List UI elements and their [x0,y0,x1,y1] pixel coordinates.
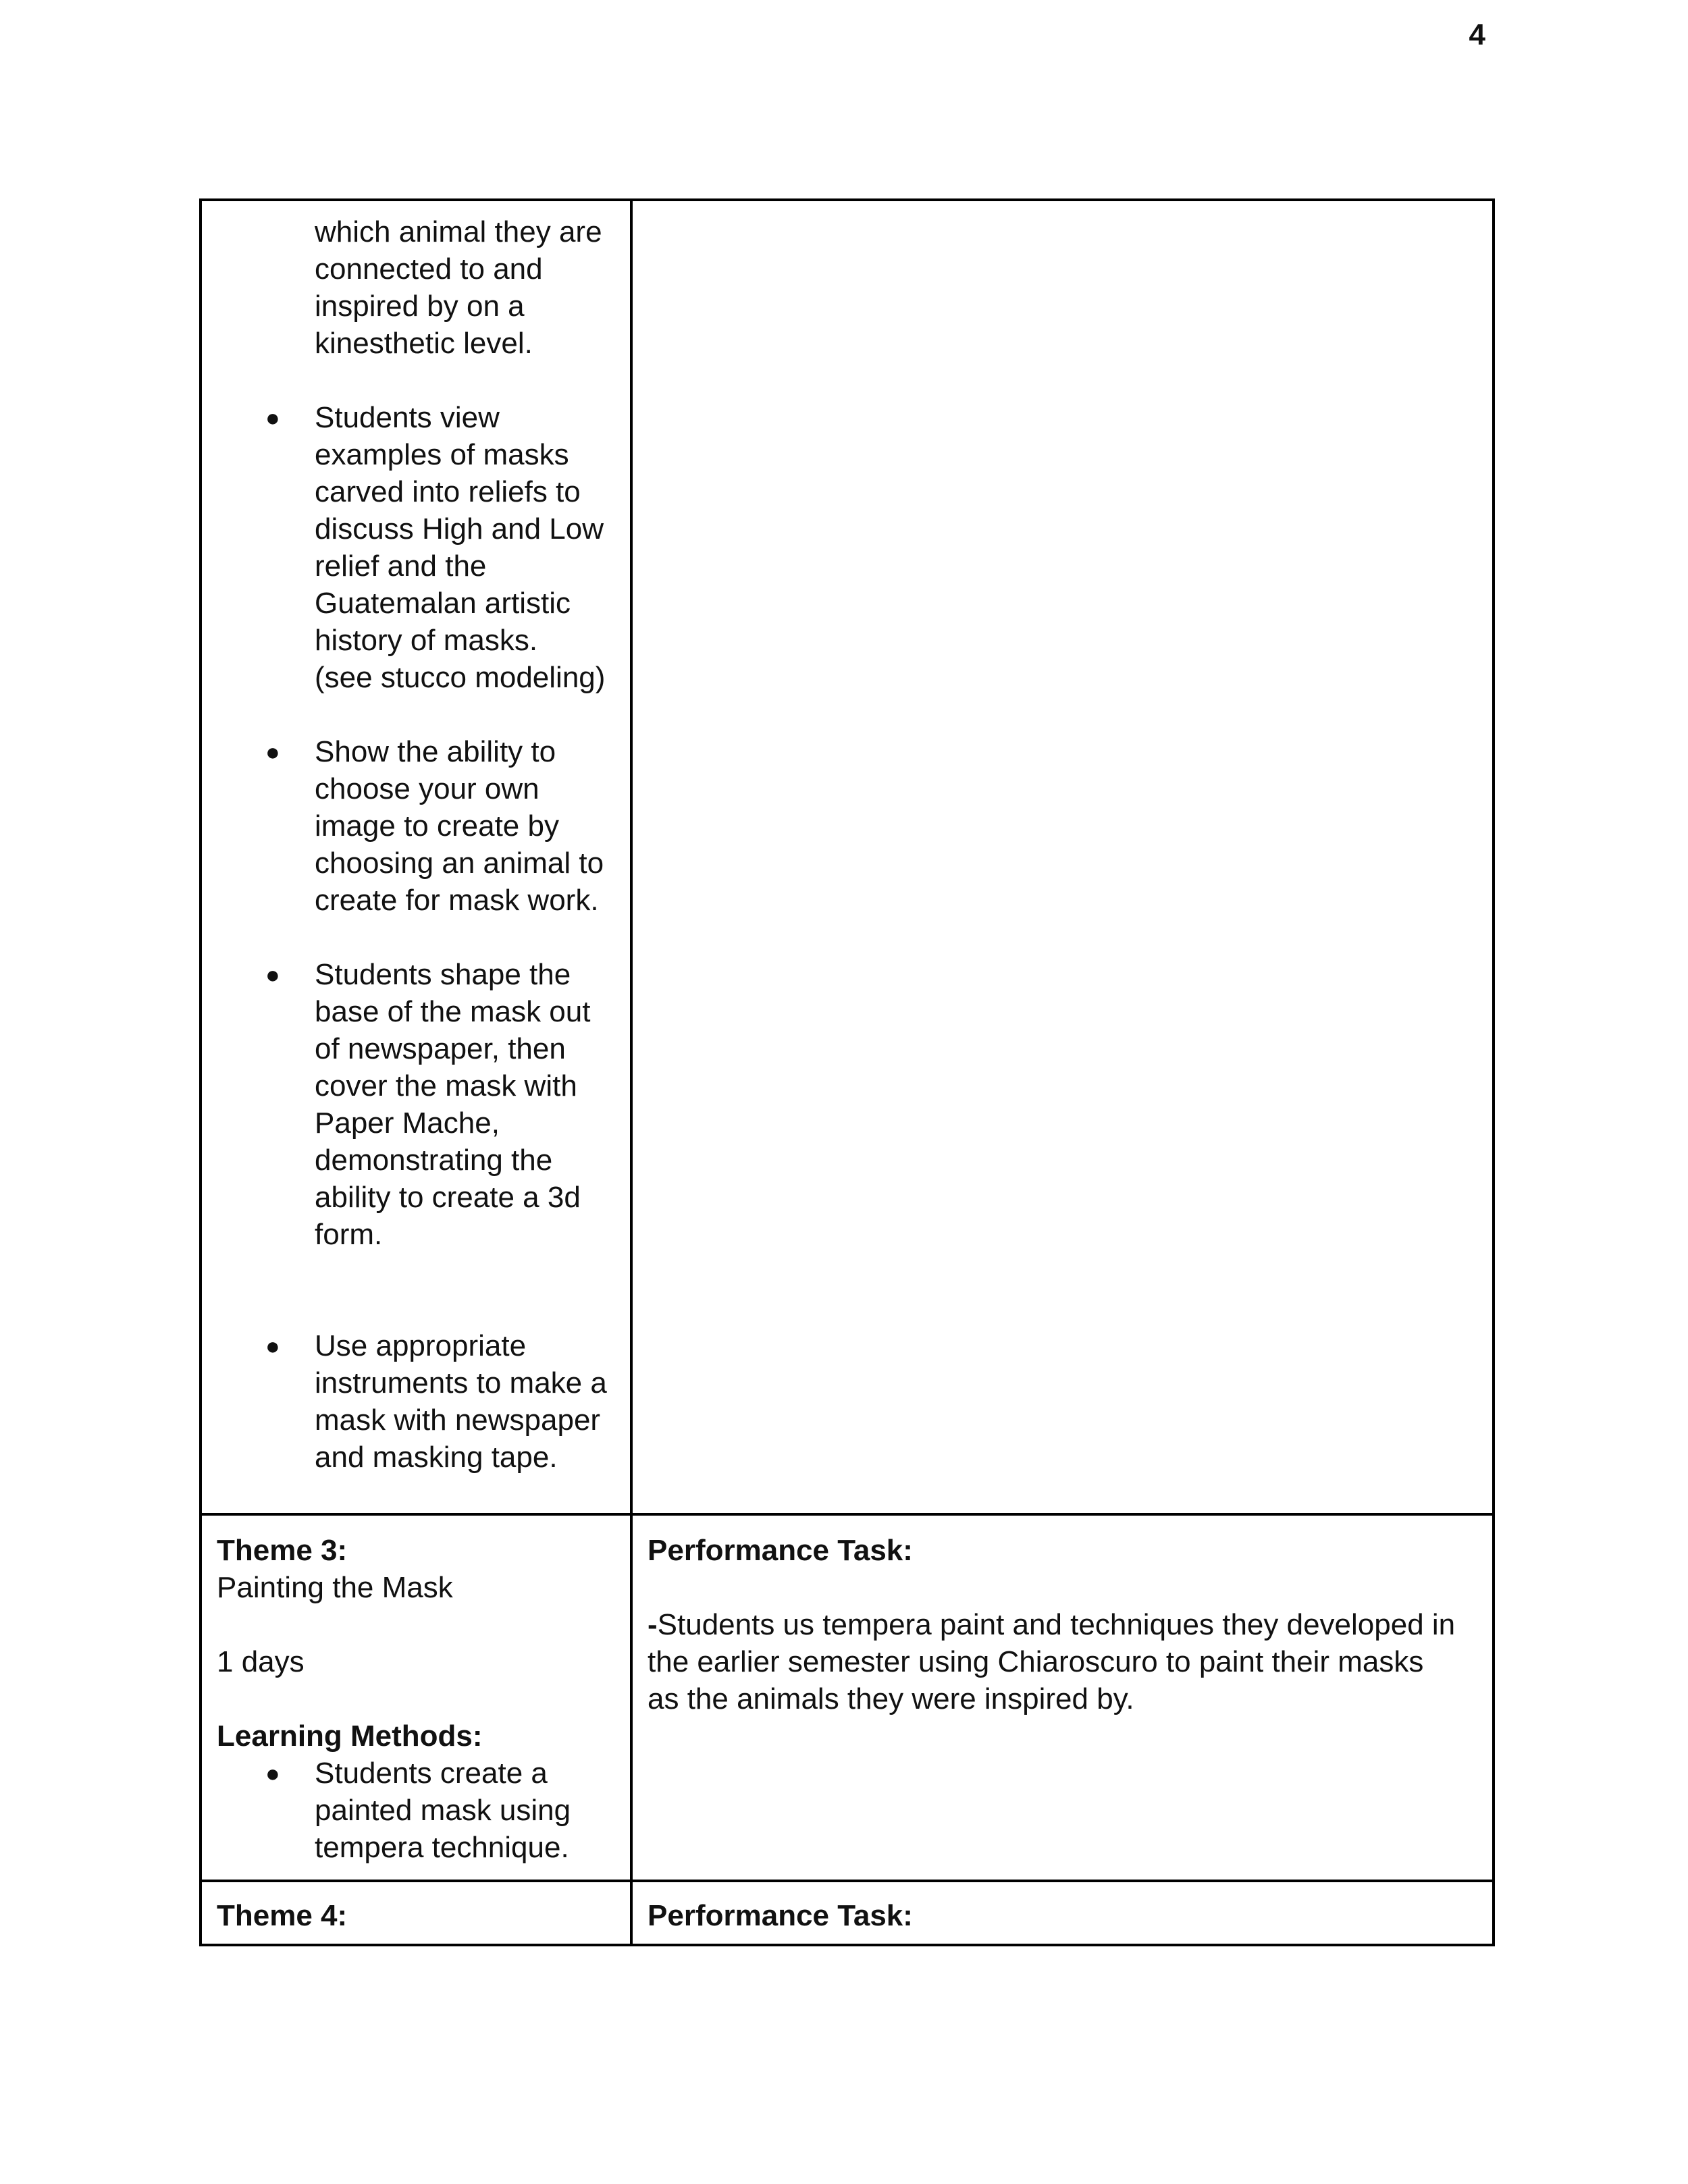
text-line: Paper Mache, [315,1107,500,1140]
text-line: ability to create a 3d [315,1181,581,1214]
bullet-icon: ● [265,1759,280,1787]
text-line: relief and the [315,550,487,583]
learning-methods-continued-cell [201,200,631,1514]
text-line: Students view [315,401,500,434]
list-item-painted-mask [217,1755,615,1866]
theme-duration: 1 days [217,1645,305,1678]
text-line: inspired by on a [315,290,525,323]
theme-title: Painting the Mask [217,1571,453,1604]
text-line: examples of masks [315,438,569,471]
text-line: carved into reliefs to [315,475,581,508]
text-line: of newspaper, then [315,1032,566,1065]
text-line: instruments to make a [315,1366,607,1400]
text-line: Students create a [315,1757,548,1790]
list-item-instruments [217,1327,615,1476]
text-line: cover the mask with [315,1069,577,1102]
list-item-view-masks [217,399,615,696]
task-text: Students us tempera paint and techniques they developed in [657,1608,1456,1641]
task-text-line [648,1606,1477,1643]
text-line: tempera technique. [315,1831,569,1864]
text-line: image to create by [315,809,559,843]
task-text-line: the earlier semester using Chiaroscuro to paint their masks [648,1645,1424,1678]
list-item-choose-image [217,733,615,919]
performance-task-4-cell [631,1881,1494,1945]
text-line: Use appropriate [315,1329,527,1362]
text-line: Guatemalan artistic [315,587,571,620]
text-line: mask with newspaper [315,1404,601,1437]
bullet-icon: ● [265,404,280,431]
text-line: Students shape the [315,958,571,991]
bullet-icon: ● [265,961,280,988]
task-text-line: as the animals they were inspired by. [648,1682,1134,1715]
text-line: demonstrating the [315,1144,553,1177]
theme-4-cell [201,1881,631,1945]
theme-label: Theme 3: [217,1534,348,1567]
text-line: which animal they are [315,215,602,248]
text-line: base of the mask out [315,995,591,1028]
text-line: (see stucco modeling) [315,661,606,694]
text-line: and masking tape. [315,1441,558,1474]
learning-methods-label: Learning Methods: [217,1720,483,1753]
bullet-continuation [315,213,615,362]
bullet-icon: ● [265,1332,280,1360]
curriculum-table [199,198,1495,1946]
table-row [201,200,1494,1514]
text-line: choose your own [315,772,539,805]
bullet-icon: ● [265,738,280,766]
empty-performance-cell [631,200,1494,1514]
text-line: Show the ability to [315,735,556,768]
performance-task-label: Performance Task: [648,1534,913,1567]
task-dash: - [648,1608,658,1641]
text-line: kinesthetic level. [315,327,533,360]
table-row [201,1881,1494,1945]
table-row [201,1514,1494,1881]
text-line: history of masks. [315,624,538,657]
text-line: connected to and [315,252,543,286]
text-line: create for mask work. [315,884,599,917]
text-line: painted mask using [315,1794,571,1827]
text-line: form. [315,1218,383,1251]
page-number: 4 [1469,18,1485,51]
text-line: choosing an animal to [315,847,604,880]
text-line: discuss High and Low [315,512,604,545]
performance-task-3-cell [631,1514,1494,1881]
theme-label: Theme 4: [217,1899,348,1932]
list-item-shape-base [217,956,615,1253]
theme-3-cell [201,1514,631,1881]
performance-task-label: Performance Task: [648,1899,913,1932]
